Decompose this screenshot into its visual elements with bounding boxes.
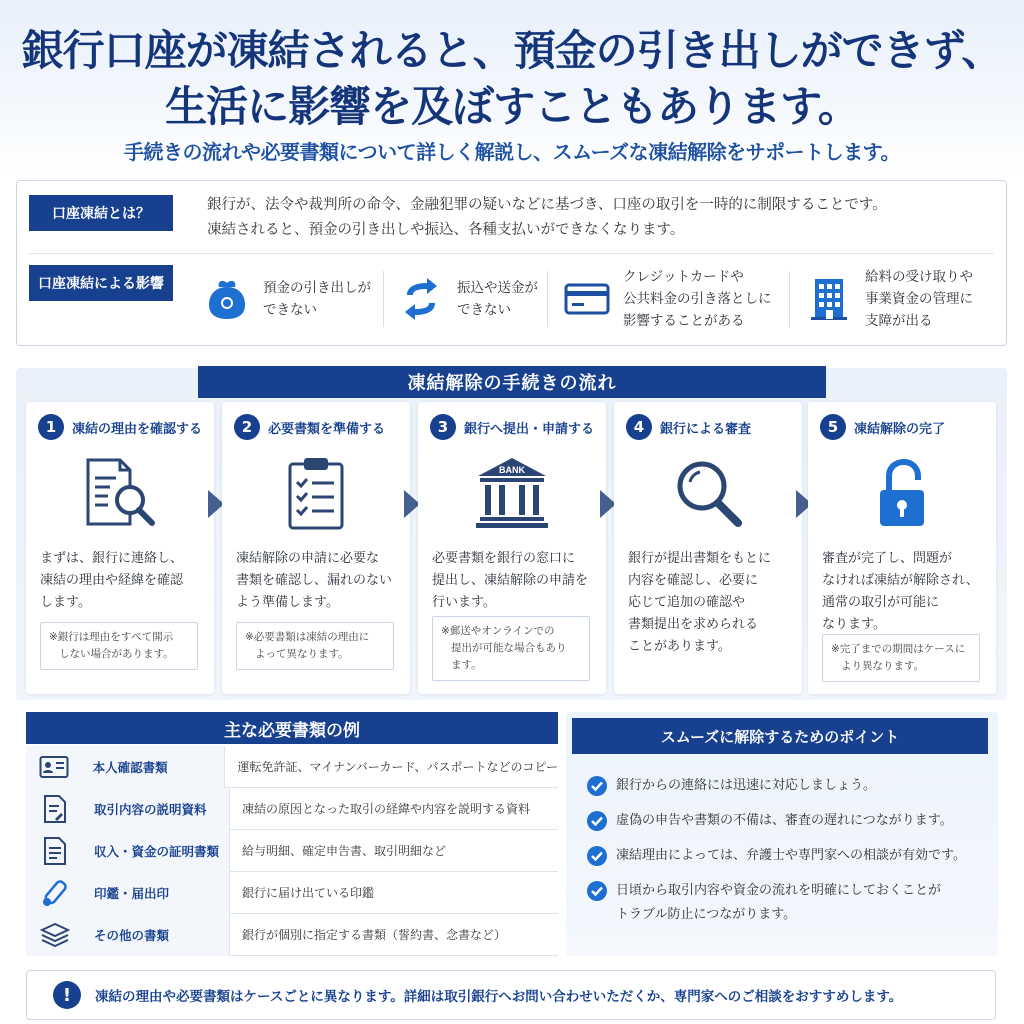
what-is-freeze-text xyxy=(207,193,987,243)
step-desc-line: 内容を確認し、必要に xyxy=(628,573,759,588)
step-title: 必要書類を準備する xyxy=(268,421,386,437)
impact-separator xyxy=(789,271,790,327)
step-card-3 xyxy=(418,402,606,694)
step-desc-line: 通常の取引が可能に xyxy=(822,595,940,610)
impact-separator xyxy=(547,271,548,327)
impact-text: 振込や送金が xyxy=(457,280,538,296)
step-card-1 xyxy=(26,402,214,694)
step-number: 5 xyxy=(820,414,846,440)
step-desc-line: なります。 xyxy=(822,617,886,632)
step-desc-line: 書類提出を求められる xyxy=(628,617,759,632)
required-documents-title: 主な必要書類の例 xyxy=(26,712,558,744)
impact-item-credit-card xyxy=(563,261,772,337)
step-desc-line: 凍結解除の申請に必要な xyxy=(236,551,380,566)
impact-text: 支障が出る xyxy=(865,313,933,329)
document-description: 凍結の原因となった取引の経緯や内容を説明する資料 xyxy=(242,802,531,816)
document-description: 銀行が個別に指定する書類（誓約書、念書など） xyxy=(242,928,507,942)
document-lines-icon xyxy=(26,830,84,872)
bank-icon-label: BANK xyxy=(499,465,525,475)
document-description: 運転免許証、マイナンバーカード、パスポートなどのコピー xyxy=(237,760,558,774)
what-is-freeze-label: 口座凍結とは？ xyxy=(29,195,173,231)
magnifier-icon xyxy=(614,454,802,534)
required-documents-table xyxy=(26,712,558,956)
document-edit-icon xyxy=(26,788,84,830)
step-desc-line: 銀行が提出書類をもとに xyxy=(628,551,772,566)
step-note xyxy=(236,622,394,670)
step-card-2 xyxy=(222,402,410,694)
smooth-release-points-title: スムーズに解除するためのポイント xyxy=(572,718,988,754)
building-icon xyxy=(805,275,853,323)
credit-card-icon xyxy=(563,275,611,323)
wallet-icon xyxy=(203,275,251,323)
headline-line-1: 銀行口座が凍結されると、預金の引き出しができず、 xyxy=(21,26,1003,75)
impact-text: 影響することがある xyxy=(623,313,745,329)
headline-subtitle: 手続きの流れや必要書類について詳しく解説し、スムーズな凍結解除をサポートします。 xyxy=(124,140,900,164)
exclamation-icon: ! xyxy=(53,981,81,1009)
id-card-icon xyxy=(26,746,83,788)
freeze-impact-label: 口座凍結による影響 xyxy=(29,265,173,301)
list-item xyxy=(586,774,986,798)
headline-line-2: 生活に影響を及ぼすこともあります。 xyxy=(165,82,859,131)
footer-notice-text: 凍結の理由や必要書類はケースごとに異なります。詳細は取引銀行へお問い合わせいただくか、専門家へのご相談をおすすめします。 xyxy=(95,989,903,1005)
bank-icon xyxy=(418,454,606,534)
impact-text: 預金の引き出しが xyxy=(263,280,371,296)
step-number: 1 xyxy=(38,414,64,440)
check-circle-icon xyxy=(586,845,608,867)
step-card-5 xyxy=(808,402,996,694)
step-desc-line: 行います。 xyxy=(432,595,496,610)
info-divider xyxy=(29,253,994,254)
list-item xyxy=(586,809,986,833)
point-text: 虚偽の申告や書類の不備は、審査の遅れにつながります。 xyxy=(616,813,953,828)
list-item xyxy=(586,844,986,868)
document-description: 銀行に届け出ている印鑑 xyxy=(242,886,375,900)
step-note-line: 提出が可能な場合もあり xyxy=(451,642,567,654)
step-note xyxy=(822,634,980,682)
impact-separator xyxy=(383,271,384,327)
step-note-line: ※必要書類は凍結の理由に xyxy=(245,631,370,643)
step-title: 凍結解除の完了 xyxy=(854,421,946,437)
document-description: 給与明細、確定申告書、取引明細など xyxy=(242,844,447,858)
impact-item-business xyxy=(805,261,973,337)
table-row xyxy=(26,830,558,872)
impact-text: 事業資金の管理に xyxy=(865,291,973,307)
step-note-line: ます。 xyxy=(451,659,482,671)
step-note xyxy=(40,622,198,670)
what-is-freeze-line-1: 銀行が、法令や裁判所の命令、金融犯罪の疑いなどに基づき、口座の取引を一時的に制限することです。 xyxy=(207,197,887,213)
check-circle-icon xyxy=(586,810,608,832)
document-name: 本人確認書類 xyxy=(83,746,226,788)
impact-item-withdrawal xyxy=(203,261,371,337)
document-name: 印鑑・届出印 xyxy=(84,872,230,914)
table-row xyxy=(26,746,558,788)
release-procedure-title: 凍結解除の手続きの流れ xyxy=(198,366,826,398)
account-freeze-info-box xyxy=(16,180,1007,346)
step-note xyxy=(432,616,590,681)
point-text: 日頃から取引内容や資金の流れを明確にしておくことが xyxy=(616,883,942,898)
step-title: 銀行による審査 xyxy=(660,421,752,437)
step-desc-line: まずは、銀行に連絡し、 xyxy=(40,551,184,566)
impact-text: クレジットカードや xyxy=(623,269,744,285)
step-desc-line: ことがあります。 xyxy=(628,639,731,654)
step-desc-line: 必要書類を銀行の窓口に xyxy=(432,551,576,566)
stack-icon xyxy=(26,914,84,956)
smooth-release-points xyxy=(566,712,998,956)
document-name: その他の書類 xyxy=(84,914,230,956)
check-circle-icon xyxy=(586,775,608,797)
transfer-arrows-icon xyxy=(397,275,445,323)
step-desc-line: します。 xyxy=(40,595,91,610)
document-search-icon xyxy=(26,454,214,534)
step-note-line: ※銀行は理由をすべて開示 xyxy=(49,631,174,643)
impact-text: 公共料金の引き落としに xyxy=(623,291,772,307)
table-row xyxy=(26,788,558,830)
point-text: 銀行からの連絡には迅速に対応しましょう。 xyxy=(616,778,877,793)
document-name: 取引内容の説明資料 xyxy=(84,788,230,830)
impact-text: できない xyxy=(457,302,511,318)
impact-text: 給料の受け取りや xyxy=(865,269,973,285)
step-title: 銀行へ提出・申請する xyxy=(464,421,595,437)
step-desc-line: 応じて追加の確認や xyxy=(628,595,746,610)
step-note-line: より異なります。 xyxy=(841,660,925,672)
checklist-icon xyxy=(222,454,410,534)
unlock-icon xyxy=(808,454,996,534)
step-number: 2 xyxy=(234,414,260,440)
step-desc-line: 凍結の理由や経緯を確認 xyxy=(40,573,184,588)
step-card-4 xyxy=(614,402,802,694)
what-is-freeze-line-2: 凍結されると、預金の引き出しや振込、各種支払いができなくなります。 xyxy=(207,222,685,238)
document-name: 収入・資金の証明書類 xyxy=(84,830,230,872)
step-desc-line: 審査が完了し、問題が xyxy=(822,551,953,566)
table-row xyxy=(26,872,558,914)
step-note-line: ※完了までの期間はケースに xyxy=(831,643,966,655)
point-text: 凍結理由によっては、弁護士や専門家への相談が有効です。 xyxy=(616,848,966,863)
step-number: 3 xyxy=(430,414,456,440)
point-text: トラブル防止につながります。 xyxy=(616,907,797,922)
step-desc-line: 提出し、凍結解除の申請を xyxy=(432,573,589,588)
step-desc-line: 書類を確認し、漏れのない xyxy=(236,573,393,588)
step-note-line: よって異なります。 xyxy=(255,648,349,660)
step-desc-line: よう準備します。 xyxy=(236,595,339,610)
list-item xyxy=(586,879,986,927)
seal-stamp-icon xyxy=(26,872,84,914)
step-number: 4 xyxy=(626,414,652,440)
check-circle-icon xyxy=(586,880,608,902)
step-note-line: しない場合があります。 xyxy=(59,648,174,660)
impact-text: できない xyxy=(263,302,317,318)
footer-notice xyxy=(26,970,996,1020)
impact-item-transfer xyxy=(397,261,538,337)
table-row xyxy=(26,914,558,956)
step-desc-line: なければ凍結が解除され、 xyxy=(822,573,979,588)
step-title: 凍結の理由を確認する xyxy=(72,421,203,437)
step-note-line: ※郵送やオンラインでの xyxy=(441,625,555,637)
